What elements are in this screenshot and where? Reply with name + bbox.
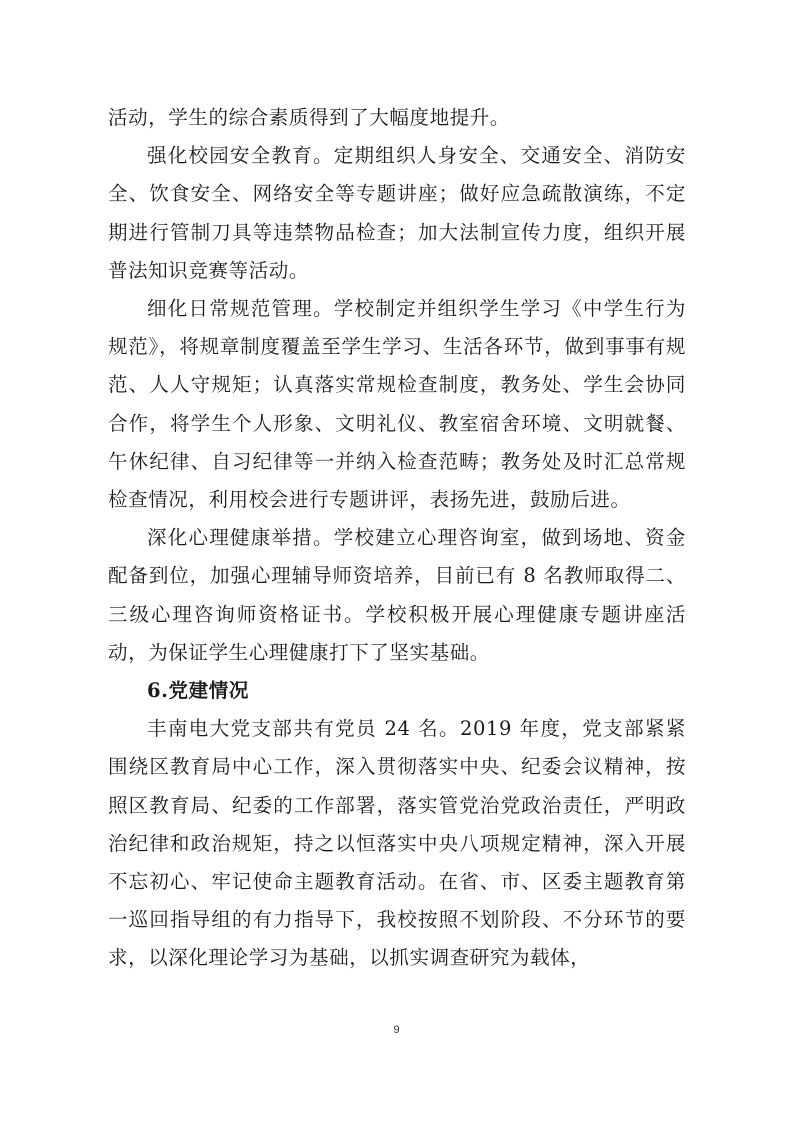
party-building-paragraph: 丰南电大党支部共有党员 24 名。2019 年度，党支部紧紧围绕区教育局中心工作，深入贯彻落实中央、纪委会议精神，按照区教育局、纪委的工作部署，落实管党治党政治责任，严明政治纪律和政治规矩，持之以恒落实中央八项规定精神，深入开展不忘初心、牢记使命主题教育活动。在省、市、区委主题教育第一巡回指导组的有力指导下，我校按照不划阶段、不分环节的要求，以深化理论学习为基础，以抓实调查研究为载体， (108, 717, 686, 970)
daily-management-paragraph: 细化日常规范管理。学校制定并组织学生学习《中学生行为规范》，将规章制度覆盖至学生学习、生活各环节，做到事事有规范、人人守规矩；认真落实常规检查制度，教务处、学生会协同合作，将学生个人形象、文明礼仪、教室宿舍环境、文明就餐、午休纪律、自习纪律等一并纳入检查范畴；教务处及时汇总常规检查情况，利用校会进行专题讲评，表扬先进，鼓励后进。 (108, 297, 686, 512)
continuation-paragraph: 活动，学生的综合素质得到了大幅度地提升。 (108, 106, 511, 129)
campus-safety-paragraph: 强化校园安全教育。定期组织人身安全、交通安全、消防安全、饮食安全、网络安全等专题讲座；做好应急疏散演练，不定期进行管制刀具等违禁物品检查；加大法制宣传力度，组织开展普法知识竞赛等活动。 (108, 144, 686, 282)
mental-health-paragraph: 深化心理健康举措。学校建立心理咨询室，做到场地、资金配备到位，加强心理辅导师资培养，目前已有 8 名教师取得二、三级心理咨询师资格证书。学校积极开展心理健康专题讲座活动，为保证学生心理健康打下了坚实基础。 (108, 526, 686, 664)
section-heading: 6.党建情况 (147, 679, 249, 703)
page-number: 9 (393, 1024, 400, 1036)
page-body (108, 99, 686, 978)
